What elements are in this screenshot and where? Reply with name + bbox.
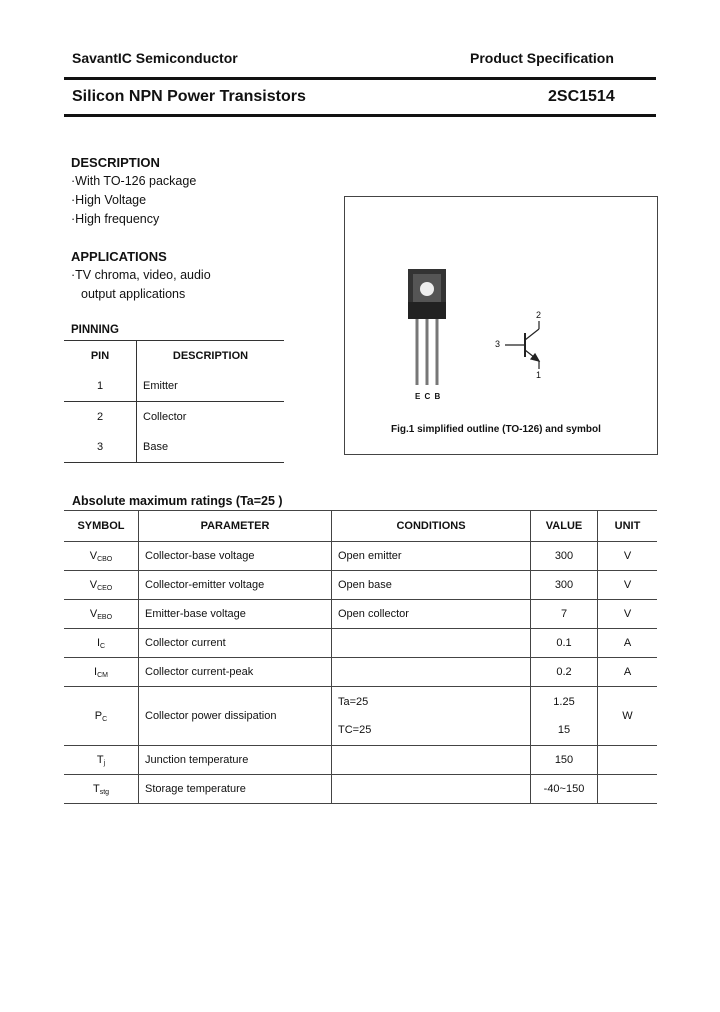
description-item: ·High Voltage [71,193,147,207]
pin-description: Emitter [143,380,178,392]
value-line: 15 [557,724,571,736]
pinning-table [64,340,284,463]
value-cell: 0.2 [531,658,598,687]
symbol-cell: $V_{EBO}$ [64,600,139,629]
table-row [64,658,657,687]
symbol-cell: $T_j$ [64,746,139,775]
pin-description: Base [143,441,169,453]
pin-col-header: PIN [64,341,137,372]
condition-line: Ta=25 [338,696,369,708]
conditions-cell: Open collector [332,600,531,629]
spec-label: Product Specification [470,50,614,66]
pinning-header-row [64,341,284,372]
symbol-cell: $T_{stg}$ [64,775,139,804]
conditions-cell [332,775,531,804]
unit-cell: V [598,571,658,600]
condition-line: TC=25 [338,724,372,736]
product-title: Silicon NPN Power Transistors [72,88,306,105]
parameter-col-header: PARAMETER [139,511,332,542]
table-row [64,542,657,571]
table-row [64,432,284,463]
table-row [64,629,657,658]
symbol-pin-1-label: 1 [536,370,542,380]
symbol-cell: $P_C$ [64,687,139,746]
table-row [64,746,657,775]
description-item: ·High frequency [71,212,160,226]
unit-cell: W [598,687,658,746]
description-item: ·With TO-126 package [71,174,197,188]
description-heading: DESCRIPTION [71,155,160,170]
unit-cell: A [598,658,658,687]
table-row [64,571,657,600]
to126-package-icon [408,269,446,385]
parameter-cell: Collector-emitter voltage [139,571,332,600]
company-name: SavantIC Semiconductor [72,50,238,66]
symbol-cell: $V_{CEO}$ [64,571,139,600]
desc-col-header: DESCRIPTION [172,350,249,362]
ratings-header-row [64,511,657,542]
unit-cell: V [598,600,658,629]
header-rule-top [64,77,656,80]
part-number: 2SC1514 [548,88,615,105]
symbol-cell: $I_{CM}$ [64,658,139,687]
value-col-header: VALUE [531,511,598,542]
value-line: 1.25 [553,696,575,708]
npn-transistor-symbol-icon [505,321,539,369]
applications-heading: APPLICATIONS [71,249,167,264]
value-cell [531,687,598,746]
value-cell: 300 [531,542,598,571]
unit-cell: A [598,629,658,658]
table-row [64,775,657,804]
symbol-col-header: SYMBOL [64,511,139,542]
unit-cell [598,775,658,804]
parameter-cell: Collector current [139,629,332,658]
conditions-cell: Open emitter [332,542,531,571]
ratings-table [64,510,657,804]
value-cell: -40~150 [531,775,598,804]
pin-number: 3 [64,432,137,463]
conditions-cell [332,687,531,746]
table-row [64,600,657,629]
pin-number: 1 [64,371,137,402]
conditions-cell [332,658,531,687]
value-cell: 7 [531,600,598,629]
parameter-cell: Storage temperature [139,775,332,804]
symbol-pin-3-label: 3 [495,339,501,349]
pin-description: Collector [143,411,187,423]
conditions-cell [332,746,531,775]
value-cell: 300 [531,571,598,600]
applications-item: ·TV chroma, video, audio [71,268,211,282]
conditions-cell: Open base [332,571,531,600]
package-pin-letters: E C B [415,392,442,401]
unit-cell: V [598,542,658,571]
value-cell: 0.1 [531,629,598,658]
symbol-pin-2-label: 2 [536,310,542,320]
symbol-cell: $V_{CBO}$ [64,542,139,571]
conditions-cell [332,629,531,658]
symbol-cell: $I_C$ [64,629,139,658]
unit-cell [598,746,658,775]
parameter-cell: Junction temperature [139,746,332,775]
pin-number: 2 [64,402,137,433]
unit-col-header: UNIT [598,511,658,542]
pinning-heading: PINNING [71,324,119,336]
figure-caption: Fig.1 simplified outline (TO-126) and symbol [391,424,601,435]
package-and-symbol-drawing [345,197,657,454]
parameter-cell: Collector power dissipation [139,687,332,746]
figure-box [344,196,658,455]
parameter-cell: Collector-base voltage [139,542,332,571]
header-rule-bottom [64,114,656,117]
table-row [64,687,657,746]
table-row [64,371,284,402]
ratings-heading: Absolute maximum ratings (Ta=25 ) [72,494,283,508]
table-row [64,402,284,433]
parameter-cell: Emitter-base voltage [139,600,332,629]
value-cell: 150 [531,746,598,775]
parameter-cell: Collector current-peak [139,658,332,687]
conditions-col-header: CONDITIONS [332,511,531,542]
applications-item: output applications [81,287,186,301]
